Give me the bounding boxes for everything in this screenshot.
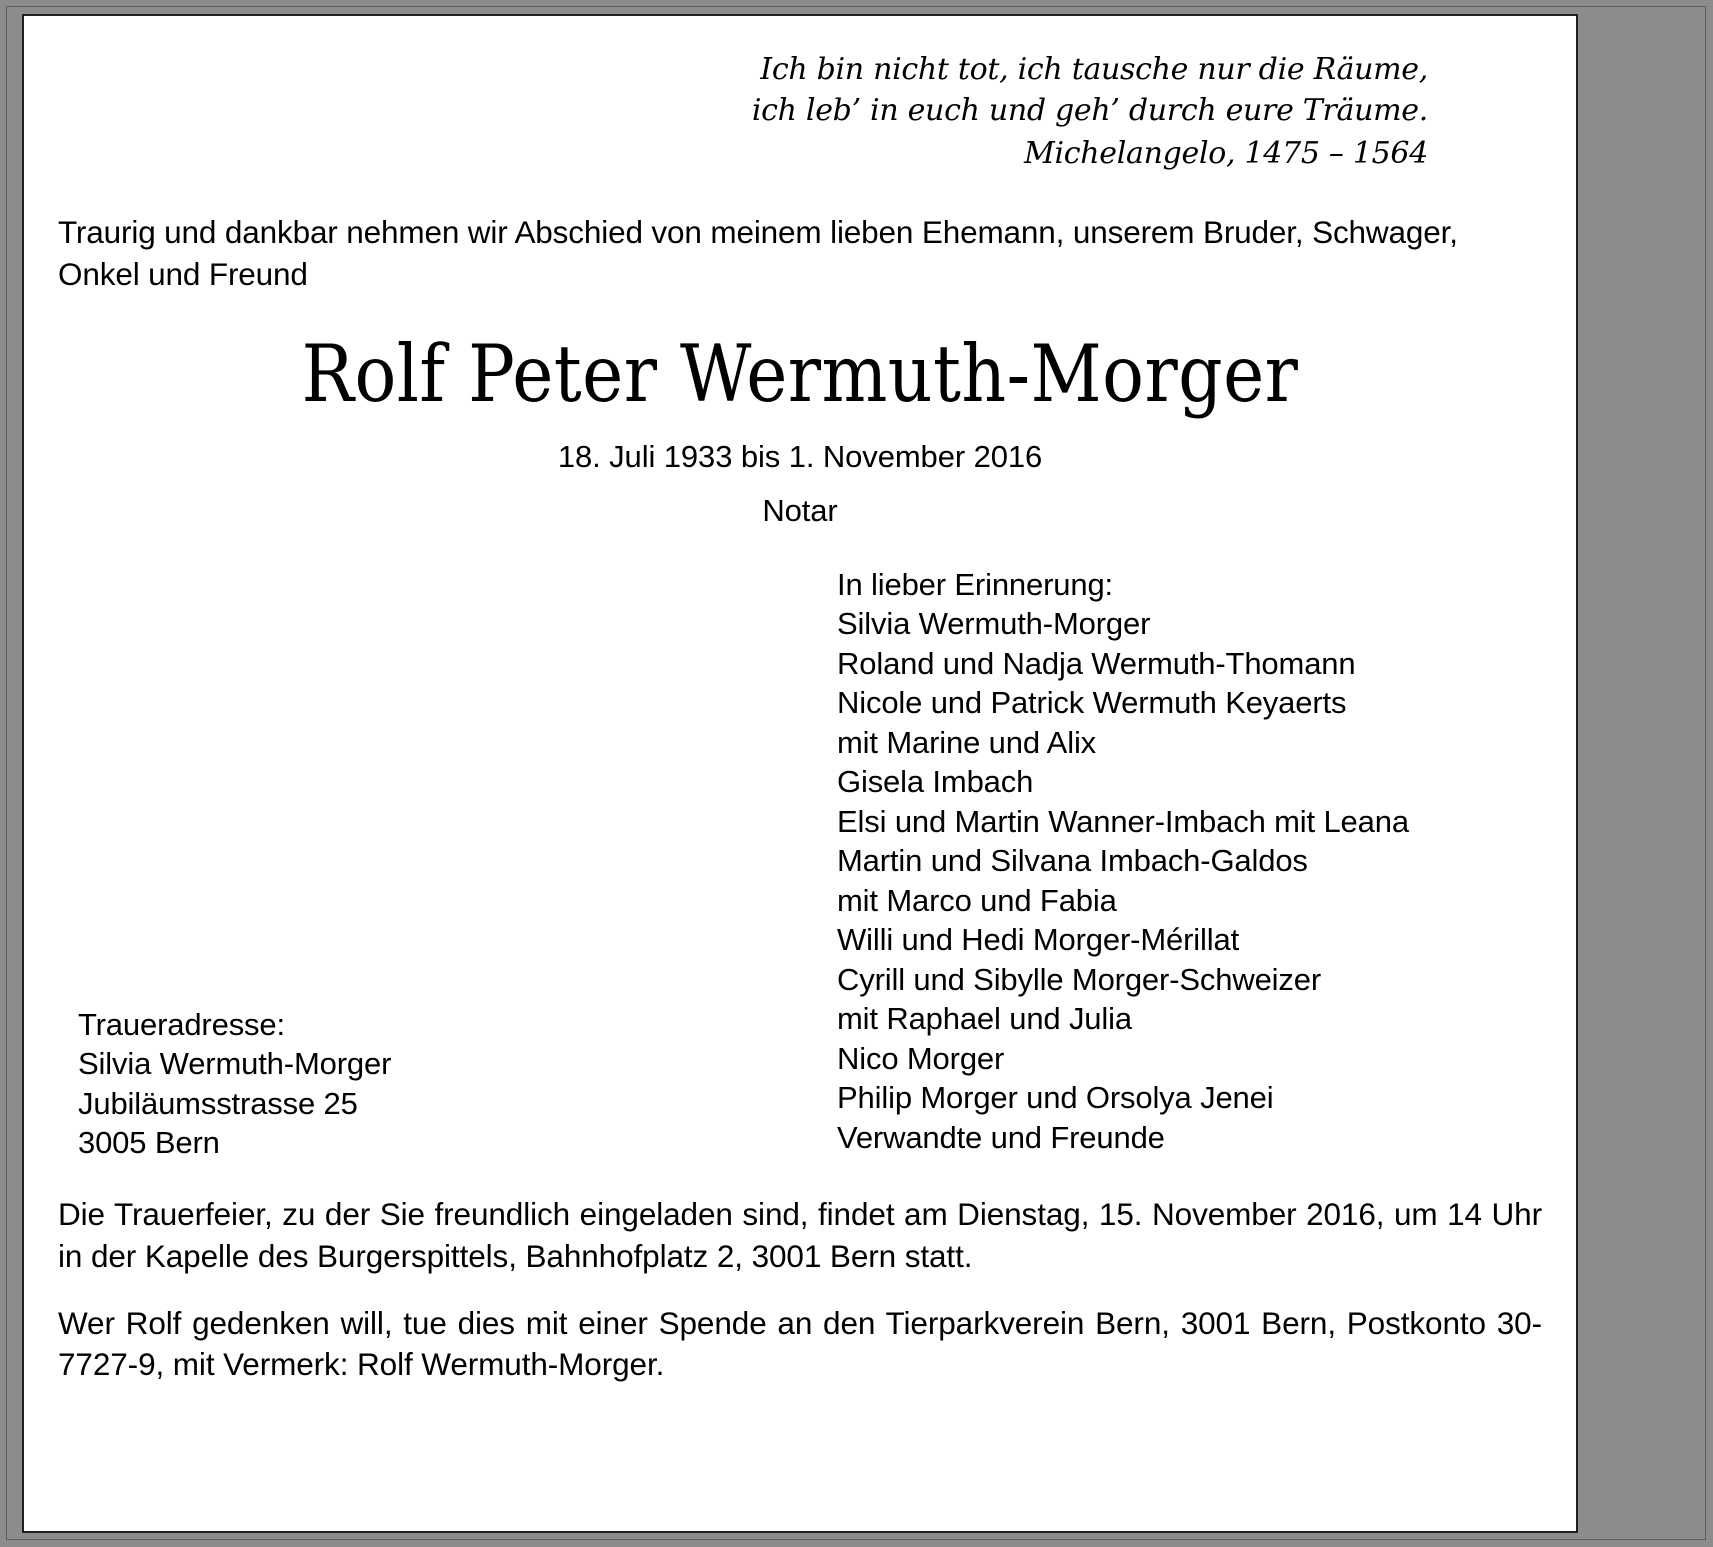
survivor-line: Roland und Nadja Wermuth-Thomann — [837, 645, 1356, 681]
survivors-list — [837, 565, 1557, 1158]
survivor-line: Gisela Imbach — [837, 764, 1034, 800]
survivors-heading: In lieber Erinnerung: — [837, 566, 1114, 602]
survivor-line: Elsi und Martin Wanner-Imbach mit Leana — [837, 803, 1409, 839]
intro-paragraph: Traurig und dankbar nehmen wir Abschied von meinem lieben Ehemann, unserem Bruder, Schwager, Onkel und Freund — [58, 214, 1458, 293]
epitaph-quote — [58, 50, 1542, 174]
survivor-line: Nico Morger — [837, 1040, 1005, 1076]
survivor-line: mit Marine und Alix — [837, 724, 1097, 760]
bottom-paragraphs — [58, 1194, 1542, 1387]
survivor-line: Nicole und Patrick Wermuth Keyaerts — [837, 685, 1347, 721]
mourning-address-line: Silvia Wermuth-Morger — [78, 1046, 392, 1082]
mourning-address-label: Traueradresse: — [78, 1006, 285, 1042]
survivor-line: Cyrill und Sibylle Morger-Schweizer — [837, 961, 1322, 997]
life-dates: 18. Juli 1933 bis 1. November 2016 — [557, 438, 1043, 474]
survivor-line: Martin und Silvana Imbach-Galdos — [837, 843, 1308, 879]
quote-attribution: Michelangelo, 1475 – 1564 — [1024, 135, 1428, 171]
donation-paragraph: Wer Rolf gedenken will, tue dies mit einer Spende an den Tierparkverein Bern, 3001 Bern, Postkonto 30-7727-9, mit Vermerk: Rolf Wermuth-Morger. — [58, 1304, 1542, 1383]
obituary-card — [22, 14, 1578, 1533]
middle-columns — [58, 565, 1542, 1180]
obituary-card-content — [24, 16, 1576, 1531]
survivor-line: Verwandte und Freunde — [837, 1119, 1165, 1155]
survivor-line: Willi und Hedi Morger-Mérillat — [837, 922, 1240, 958]
survivor-line: Philip Morger und Orsolya Jenei — [837, 1080, 1274, 1116]
deceased-name: Rolf Peter Wermuth-Morger — [301, 328, 1299, 421]
mourning-address-line: Jubiläumsstrasse 25 — [78, 1085, 358, 1121]
funeral-service-paragraph: Die Trauerfeier, zu der Sie freundlich eingeladen sind, findet am Dienstag, 15. November 2016, um 14 Uhr in der Kapelle des Burgerspittels, Bahnhofplatz 2, 3001 Bern statt. — [58, 1195, 1542, 1274]
survivor-line: mit Marco und Fabia — [837, 882, 1117, 918]
survivor-line: Silvia Wermuth-Morger — [837, 606, 1151, 642]
mourning-address — [78, 1005, 778, 1163]
quote-line-1: Ich bin nicht tot, ich tausche nur die Räume, — [760, 52, 1428, 87]
profession: Notar — [762, 492, 838, 528]
mourning-address-line: 3005 Bern — [78, 1125, 220, 1161]
quote-line-2: ich leb’ in euch und geh’ durch eure Träume. — [751, 92, 1428, 128]
survivor-line: mit Raphael und Julia — [837, 1001, 1132, 1037]
